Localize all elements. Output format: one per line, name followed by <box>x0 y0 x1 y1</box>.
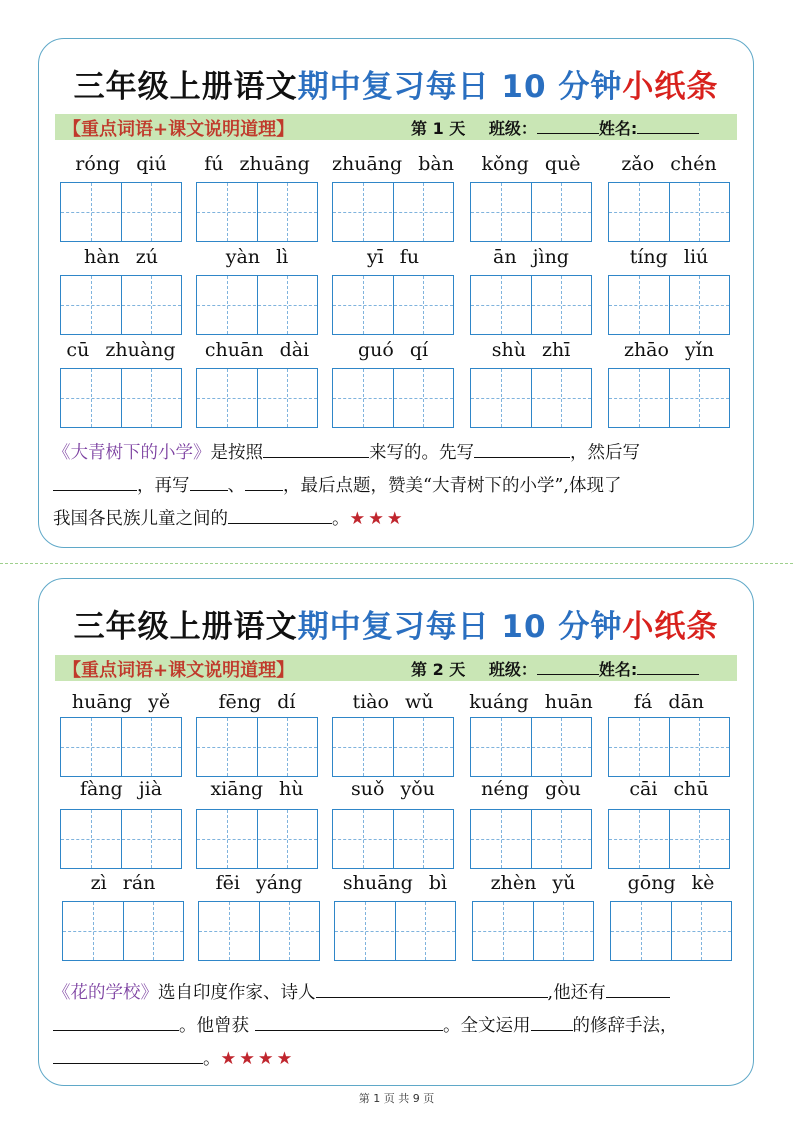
day-label: 第 1 天 <box>411 119 466 138</box>
text-segment: 的修辞手法， <box>572 1016 678 1036</box>
answer-blank[interactable] <box>245 470 283 491</box>
name-label: 姓名: <box>598 119 638 138</box>
writing-grid[interactable] <box>196 275 318 335</box>
text-segment: 选自印度作家、诗人 <box>158 983 316 1003</box>
pinyin-row <box>39 246 753 270</box>
pinyin-label: zhèn yǔ <box>490 872 576 894</box>
card-title <box>39 601 753 646</box>
pinyin-row <box>39 691 753 715</box>
paragraph-line <box>53 503 739 536</box>
pinyin-label: zǎo chén <box>621 153 717 175</box>
pinyin-label: suǒ yǒu <box>351 778 435 800</box>
text-segment: 来写的。先写 <box>369 443 474 463</box>
pinyin-label: yī fu <box>366 246 420 268</box>
meta-line <box>411 116 699 139</box>
writing-grid[interactable] <box>196 717 318 777</box>
paragraph-line <box>53 977 739 1010</box>
pinyin-label: chuān dài <box>204 339 310 361</box>
pinyin-label: tíng liú <box>629 246 709 268</box>
pinyin-label: kǒng què <box>481 153 581 175</box>
card-title <box>39 61 753 106</box>
answer-blank[interactable] <box>53 470 137 491</box>
meta-line <box>411 657 699 680</box>
writing-grid[interactable] <box>196 182 318 242</box>
writing-grid[interactable] <box>332 717 454 777</box>
writing-grid[interactable] <box>470 275 592 335</box>
book-title: 《大青树下的小学》 <box>53 443 211 463</box>
section-label: 【重点词语+课文说明道理】 <box>63 119 295 140</box>
writing-grid[interactable] <box>470 182 592 242</box>
header-bar <box>55 114 737 140</box>
writing-grid[interactable] <box>608 809 730 869</box>
pinyin-label: cāi chū <box>629 778 709 800</box>
class-label: 班级： <box>488 660 537 679</box>
text-segment: ，然后写 <box>570 443 640 463</box>
writing-grid[interactable] <box>332 368 454 428</box>
writing-grid-row <box>39 275 753 337</box>
text-segment: ，再写 <box>137 476 190 496</box>
writing-grid-row <box>39 809 753 871</box>
pinyin-label: fá dān <box>633 691 705 713</box>
writing-grid[interactable] <box>470 717 592 777</box>
writing-grid[interactable] <box>334 901 456 961</box>
pinyin-label: kuáng huān <box>469 691 593 713</box>
pinyin-label: guó qí <box>357 339 429 361</box>
writing-grid[interactable] <box>608 182 730 242</box>
writing-grid[interactable] <box>60 182 182 242</box>
answer-blank[interactable] <box>255 1010 443 1031</box>
text-segment: 。全文运用 <box>443 1016 531 1036</box>
title-part-note: 小纸条 <box>622 69 719 105</box>
pinyin-label: zhāo yǐn <box>623 339 715 361</box>
title-part-note: 小纸条 <box>622 609 719 645</box>
section-label: 【重点词语+课文说明道理】 <box>63 660 295 681</box>
page-footer: 第 1 页 共 9 页 <box>358 1092 435 1105</box>
pinyin-label: fàng jià <box>79 778 163 800</box>
writing-grid-row <box>39 182 753 244</box>
book-title: 《花的学校》 <box>53 983 158 1003</box>
fill-in-paragraph <box>53 437 739 536</box>
writing-grid[interactable] <box>60 368 182 428</box>
answer-blank[interactable] <box>263 437 369 458</box>
paragraph-line <box>53 1010 739 1043</box>
writing-grid[interactable] <box>610 901 732 961</box>
pinyin-label: shù zhī <box>491 339 571 361</box>
text-segment: ，最后点题，赞美“大青树下的小学”,体现了 <box>283 476 622 496</box>
writing-grid[interactable] <box>332 275 454 335</box>
title-part-review: 期中复习每日 10 分钟 <box>297 609 623 645</box>
pinyin-label: ān jìng <box>493 246 569 268</box>
text-segment: ,他还有 <box>547 983 606 1003</box>
writing-grid[interactable] <box>60 809 182 869</box>
writing-grid[interactable] <box>470 809 592 869</box>
pinyin-label: fú zhuāng <box>204 153 310 175</box>
writing-grid[interactable] <box>608 275 730 335</box>
pinyin-label: zì rán <box>90 872 156 894</box>
pinyin-label: néng gòu <box>481 778 581 800</box>
writing-grid[interactable] <box>62 901 184 961</box>
pinyin-label: róng qiú <box>75 153 167 175</box>
paragraph-line <box>53 1043 739 1076</box>
pinyin-label: hàn zú <box>83 246 159 268</box>
pinyin-label: shuāng bì <box>342 872 448 894</box>
cut-line <box>0 563 793 564</box>
answer-blank[interactable] <box>53 1010 179 1031</box>
study-card-day-2 <box>38 578 754 1086</box>
name-blank[interactable] <box>637 117 699 134</box>
writing-grid[interactable] <box>608 717 730 777</box>
text-segment: 。 <box>203 1049 221 1069</box>
writing-grid[interactable] <box>472 901 594 961</box>
difficulty-stars: ★★★★ <box>220 1049 296 1069</box>
writing-grid-row <box>39 717 753 779</box>
header-bar <box>55 655 737 681</box>
pinyin-label: huāng yě <box>71 691 171 713</box>
writing-grid[interactable] <box>608 368 730 428</box>
paragraph-line <box>53 437 739 470</box>
writing-grid[interactable] <box>196 368 318 428</box>
writing-grid[interactable] <box>470 368 592 428</box>
answer-blank[interactable] <box>190 470 228 491</box>
pinyin-row <box>39 872 753 896</box>
study-card-day-1 <box>38 38 754 548</box>
text-segment: 是按照 <box>210 443 263 463</box>
difficulty-stars: ★★★ <box>349 509 406 529</box>
writing-grid[interactable] <box>198 901 320 961</box>
text-segment: 我国各民族儿童之间的 <box>53 509 228 529</box>
writing-grid[interactable] <box>332 809 454 869</box>
answer-blank[interactable] <box>606 977 670 998</box>
writing-grid[interactable] <box>196 809 318 869</box>
title-part-grade: 三年级上册语文 <box>73 69 298 105</box>
pinyin-row <box>39 153 753 177</box>
pinyin-label: gōng kè <box>627 872 715 894</box>
writing-grid[interactable] <box>60 275 182 335</box>
pinyin-label: fēi yáng <box>215 872 303 894</box>
pinyin-label: cū zhuàng <box>66 339 176 361</box>
class-blank[interactable] <box>537 658 599 675</box>
name-label: 姓名: <box>598 660 638 679</box>
pinyin-label: tiào wǔ <box>352 691 434 713</box>
title-part-review: 期中复习每日 10 分钟 <box>297 69 623 105</box>
name-blank[interactable] <box>637 658 699 675</box>
answer-blank[interactable] <box>316 977 548 998</box>
fill-in-paragraph <box>53 977 739 1076</box>
text-segment: 、 <box>227 476 245 496</box>
pinyin-label: xiāng hù <box>210 778 304 800</box>
pinyin-label: fēng dí <box>218 691 296 713</box>
paragraph-line <box>53 470 739 503</box>
title-part-grade: 三年级上册语文 <box>73 609 298 645</box>
answer-blank[interactable] <box>531 1010 573 1031</box>
answer-blank[interactable] <box>228 503 332 524</box>
class-blank[interactable] <box>537 117 599 134</box>
writing-grid[interactable] <box>332 182 454 242</box>
answer-blank[interactable] <box>474 437 570 458</box>
text-segment: 。他曾获 <box>179 1016 249 1036</box>
pinyin-row <box>39 778 753 802</box>
writing-grid-row <box>39 901 753 963</box>
writing-grid-row <box>39 368 753 430</box>
writing-grid[interactable] <box>60 717 182 777</box>
text-segment: 。 <box>332 509 350 529</box>
answer-blank[interactable] <box>53 1043 203 1064</box>
pinyin-label: yàn lì <box>225 246 289 268</box>
class-label: 班级： <box>488 119 537 138</box>
pinyin-row <box>39 339 753 363</box>
pinyin-label: zhuāng bàn <box>332 153 454 175</box>
day-label: 第 2 天 <box>411 660 466 679</box>
